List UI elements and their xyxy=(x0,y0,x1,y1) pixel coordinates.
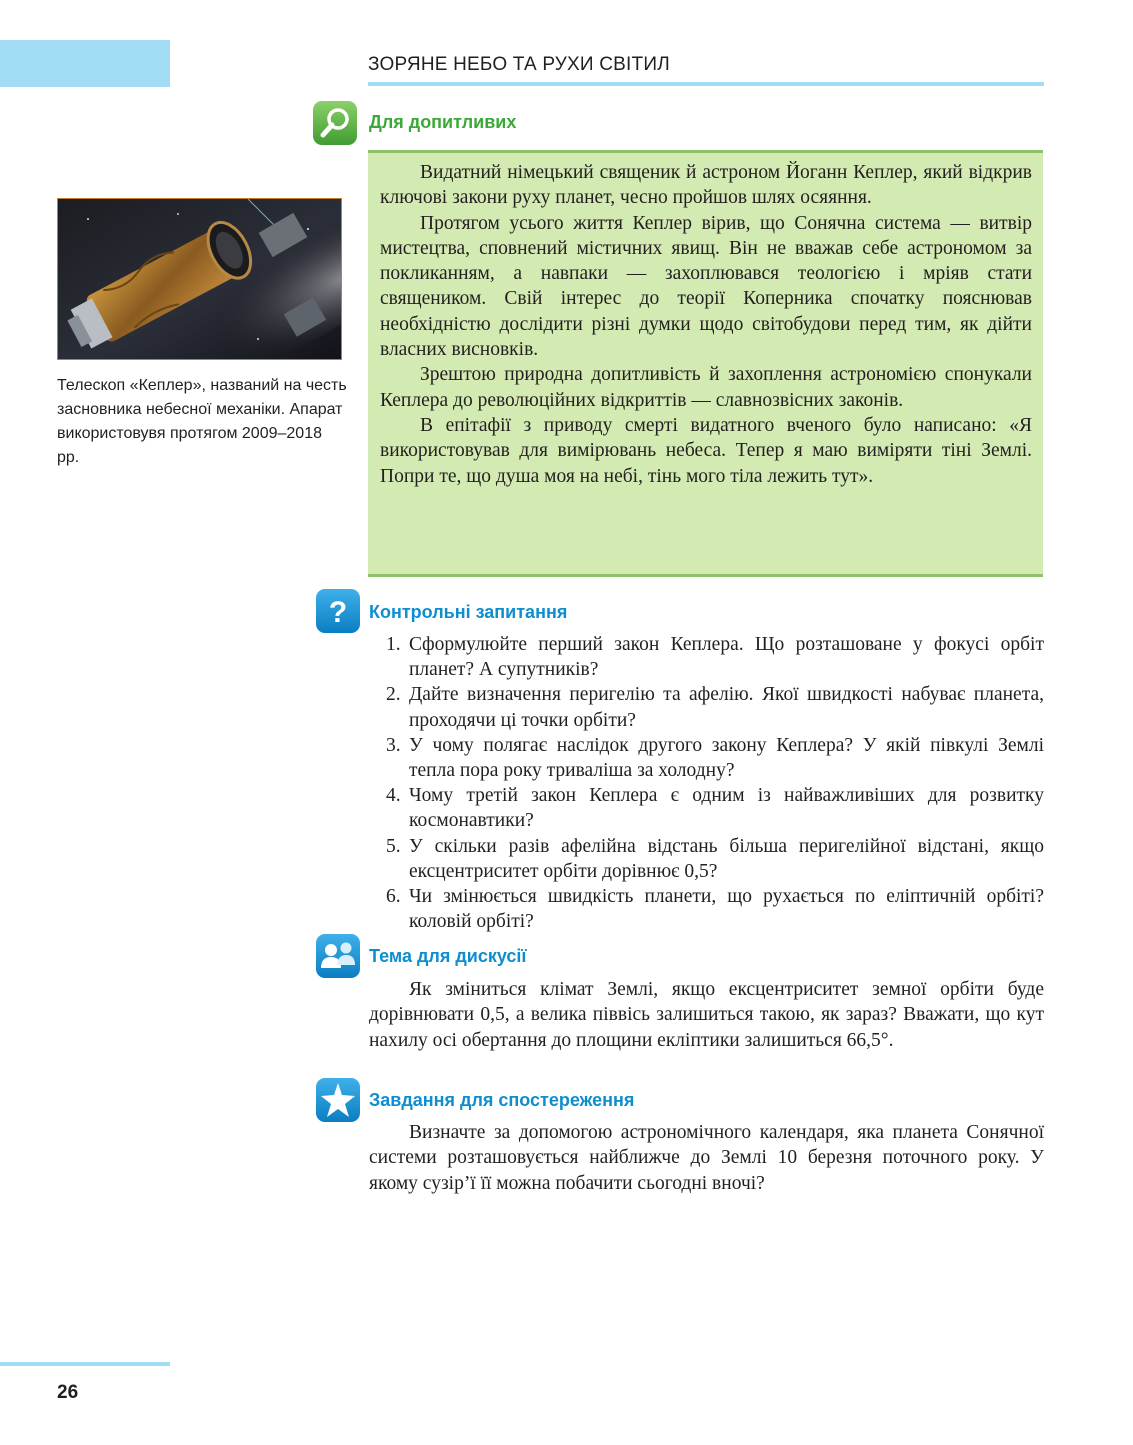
svg-text:?: ? xyxy=(328,596,348,629)
header-rule xyxy=(368,82,1044,86)
question-number: 5. xyxy=(386,835,401,857)
discussion-text: Як зміниться клімат Землі, якщо ексцентриситет земної орбіти буде дорівнювати 0,5, а велика піввісь залишиться такою, як зараз? Вважати, що кут нахилу осі обертання до площини екліптики залишиться 66,5°. xyxy=(369,979,1044,1051)
observation-text: Визначте за допомогою астрономічного календаря, яка планета Сонячної системи розташовується найближче до Землі 10 березня поточного року. У якому сузір’ї її можна побачити сьогодні вночі? xyxy=(369,1122,1044,1194)
discussion-heading: Тема для дискусії xyxy=(369,946,527,966)
question-icon xyxy=(316,589,360,633)
discussion-icon xyxy=(316,934,360,978)
page-number: 26 xyxy=(57,1382,79,1403)
curious-paragraph: Протягом усього життя Кеплер вірив, що Сонячна система — витвір мистецтва, сповнений містичних явищ. Він не вважав себе астрономом за покликанням, а навпаки — захоплювався теологією і мріяв стати священиком. Свій інтерес до теорії Коперника спочатку пояснював необхідністю дослідити різні думки щодо світобудови перед тим, як дійти власних висновків. xyxy=(380,212,1032,361)
question-item xyxy=(382,834,1044,884)
question-item xyxy=(382,733,1044,783)
curious-text xyxy=(380,160,1032,489)
question-text: Чому третій закон Кеплера є одним із найважливіших для розвитку космонавтики? xyxy=(409,785,1044,832)
curious-paragraph: Зрештою природна допитливість й захоплення астрономією спонукали Кеплера до революційних відкриттів — славнозвісних законів. xyxy=(380,364,1032,411)
question-number: 3. xyxy=(386,734,401,756)
question-item xyxy=(382,783,1044,833)
question-item xyxy=(382,632,1044,682)
question-text: У чому полягає наслідок другого закону Кеплера? У якій півкулі Землі тепла пора року триваліша за холодну? xyxy=(409,734,1044,782)
question-item xyxy=(382,682,1044,732)
questions-heading: Контрольні запитання xyxy=(369,602,568,622)
question-number: 2. xyxy=(386,684,401,706)
curious-paragraph: Видатний німецький священик й астроном Йоганн Кеплер, який відкрив ключові закони руху планет, чесно пройшов шлях осяяння. xyxy=(380,162,1032,209)
kepler-telescope-image xyxy=(58,199,341,359)
curious-paragraph: В епітафії з приводу смерті видатного вченого було написано: «Я використовував для вимірювань небеса. Тепер я маю виміряти тіні Землі. Попри те, що душа моя на небі, тінь мого тіла лежить тут». xyxy=(380,414,1032,487)
footer-rule xyxy=(0,1362,170,1366)
curious-heading: Для допитливих xyxy=(369,112,517,132)
question-text: Дайте визначення перигелію та афелію. Якої швидкості набуває планета, проходячи ці точки орбіти? xyxy=(409,684,1044,731)
question-number: 4. xyxy=(386,785,401,807)
corner-tab xyxy=(0,40,170,87)
question-item xyxy=(382,884,1044,934)
question-text: У скільки разів афелійна відстань більша перигелійної відстані, якщо ексцентриситет орбіти дорівнює 0,5? xyxy=(409,835,1044,882)
running-header: ЗОРЯНЕ НЕБО ТА РУХИ СВІТИЛ xyxy=(368,54,670,75)
question-text: Чи змінюється швидкість планети, що рухається по еліптичній орбіті? коловій орбіті? xyxy=(409,886,1044,933)
question-text: Сформулюйте перший закон Кеплера. Що розташоване у фокусі орбіт планет? А супутників? xyxy=(409,634,1044,681)
photo-caption: Телескоп «Кеплер», названий на честь засновника небесної механіки. Апарат використовувя протягом 2009–2018 рр. xyxy=(57,377,347,466)
magnifier-icon xyxy=(313,101,357,145)
question-number: 1. xyxy=(386,634,401,655)
observation-heading: Завдання для спостереження xyxy=(369,1090,635,1110)
telescope-photo xyxy=(57,198,342,360)
star-icon xyxy=(316,1078,360,1122)
question-number: 6. xyxy=(386,886,401,908)
questions-list xyxy=(382,632,1044,934)
